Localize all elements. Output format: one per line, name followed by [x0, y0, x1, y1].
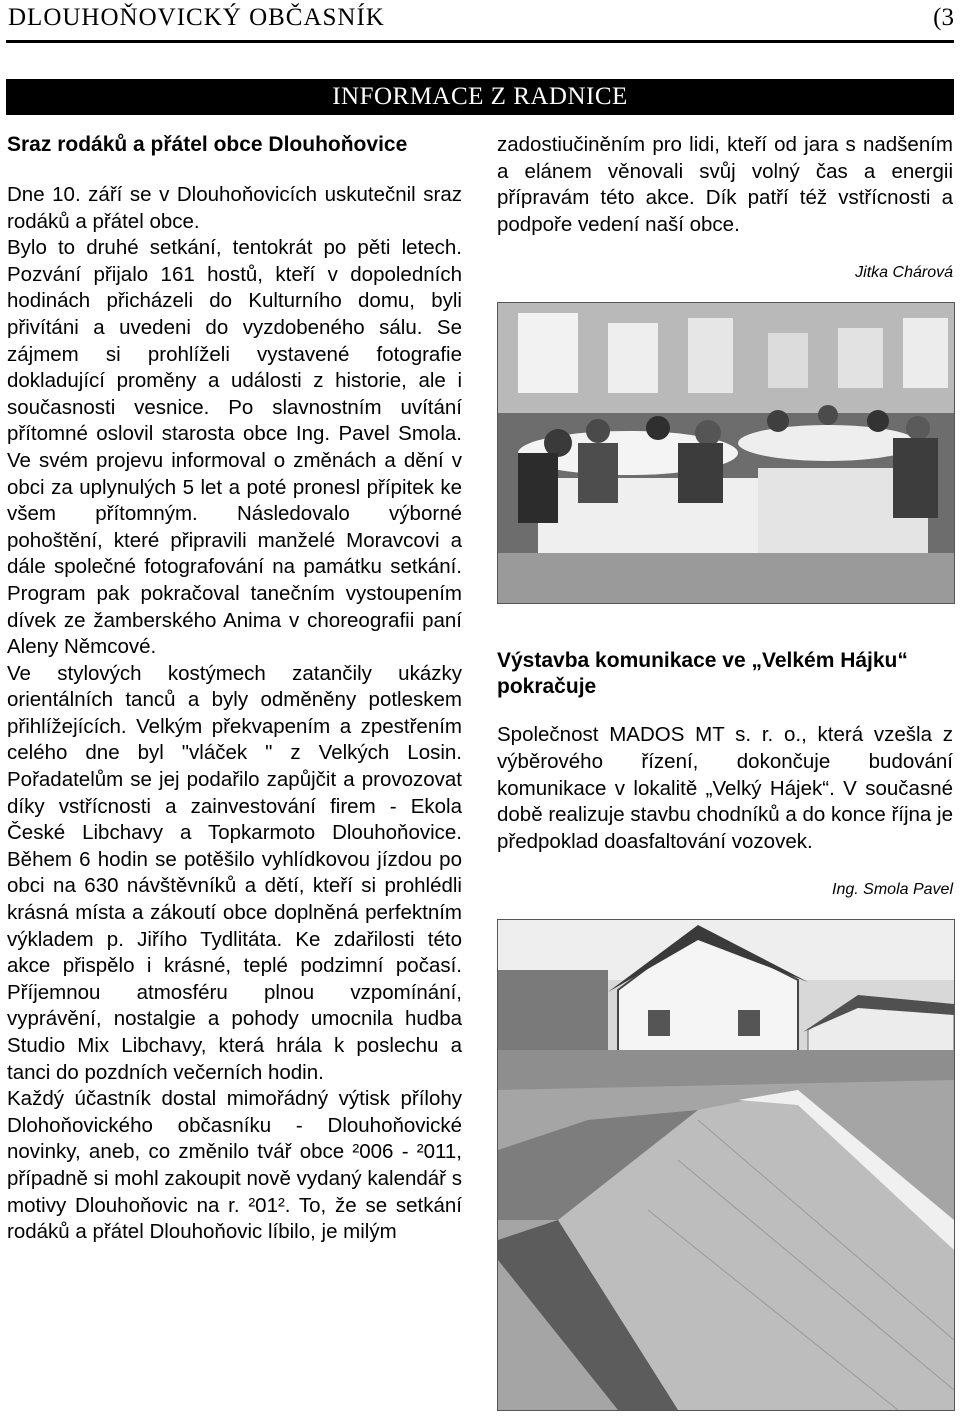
photo-construction	[497, 919, 955, 1411]
article2-heading: Výstavba komunikace ve „Velkém Hájku“ pokračuje	[497, 649, 908, 699]
right-column	[497, 132, 953, 1411]
article1-body	[7, 182, 462, 1246]
article1-paragraph-3: Ve stylových kostýmech zatančily ukázky orientálních tanců a byly odměněny potleskem přihlížejících. Velkým překvapením a zpestřením celého dne byl "vláček " z Velkých Losin. Pořadatelům se jej podařilo zapůjčit a provozovat díky vstřícnosti a zainvestování firem - Ekola České Libchavy a Topkarmoto Dlouhoňovice. Během 6 hodin se potěšilo vyhlídkovou jízdou po obci na 630 návštěvníků a dětí, kteří si prohlédli krásná místa a zákoutí obce doplněná perfektním výkladem p. Jiřího Tydlitáta. Ke zdařilosti této akce přispělo i krásné, teplé podzimní počasí. Příjemnou atmosféru plnou vzpomínání, vyprávění, nostalgie a pohody umocnila hudba Studio Mix Libchavy, která hrála k poslechu a tanci do pozdních večerních hodin.	[7, 661, 462, 1084]
article1-author: Jitka Chárová	[855, 264, 953, 282]
article2-paragraph: Společnost MADOS MT s. r. o., která vzešla z výběrového řízení, dokončuje budování komunikace v lokalitě „Velký Hájek“. V současné době realizuje stavbu chodníků a do konce října je předpoklad doasfaltování vozovek.	[497, 723, 953, 853]
article1-paragraph-1: Dne 10. září se v Dlouhoňovicích uskutečnil sraz rodáků a přátel obce.	[7, 183, 462, 233]
section-title: INFORMACE Z RADNICE	[332, 83, 628, 110]
article1-paragraph-4: Každý účastník dostal mimořádný výtisk přílohy Dlohoňovického občasníku - Dlouhoňovické novinky, aneb, co změnilo tvář obce ²006 - ²011, případně si mohl zakoupit nově vydaný kalendář s motivy Dlouhoňovic na r. ²01². To, že se setkání rodáků a přátel Dlouhoňovic líbilo, je milým	[7, 1087, 462, 1244]
section-banner	[6, 79, 954, 115]
photo-gathering	[497, 302, 955, 604]
left-column	[7, 132, 462, 1246]
article1-continuation-text: zadostiučiněním pro lidi, kteří od jara s nadšením a elánem věnovali svůj volný čas a energii přípravám této akce. Dík patří též vstřícnosti a podpoře vedení naší obce.	[497, 133, 953, 236]
article2-author: Ing. Smola Pavel	[832, 881, 953, 899]
page-number: (3	[933, 4, 954, 31]
header-rule	[6, 40, 954, 43]
photo-gathering-image	[498, 303, 954, 603]
article1-heading: Sraz rodáků a přátel obce Dlouhoňovice	[7, 133, 408, 156]
article1-paragraph-2: Bylo to druhé setkání, tentokrát po pěti letech. Pozvání přijalo 161 hostů, kteří v dopoledních hodinách přicházeli do Kulturního domu, byli přivítáni a uvedeni do vyzdobeného sálu. Se zájmem si prohlíželi vystavené fotografie dokladující proměny a události z historie, ale i současnosti vesnice. Po slavnostním uvítání přítomné oslovil starosta obce Ing. Pavel Smola. Ve svém projevu informoval o změnách a dění v obci za uplynulých 5 let a poté pronesl přípitek ke všem přítomným. Následovalo výborné pohoštění, které připravili manželé Moravcovi a dále společné fotografování na památku setkání. Program pak pokračoval tanečním vystoupením dívek ze žamberského Anima v choreografii paní Aleny Němcové.	[7, 236, 462, 659]
newsletter-title: DLOUHOŇOVICKÝ OBČASNÍK	[8, 4, 385, 31]
article2-body	[497, 722, 953, 855]
photo-construction-image	[498, 920, 954, 1410]
article1-continuation	[497, 132, 953, 238]
